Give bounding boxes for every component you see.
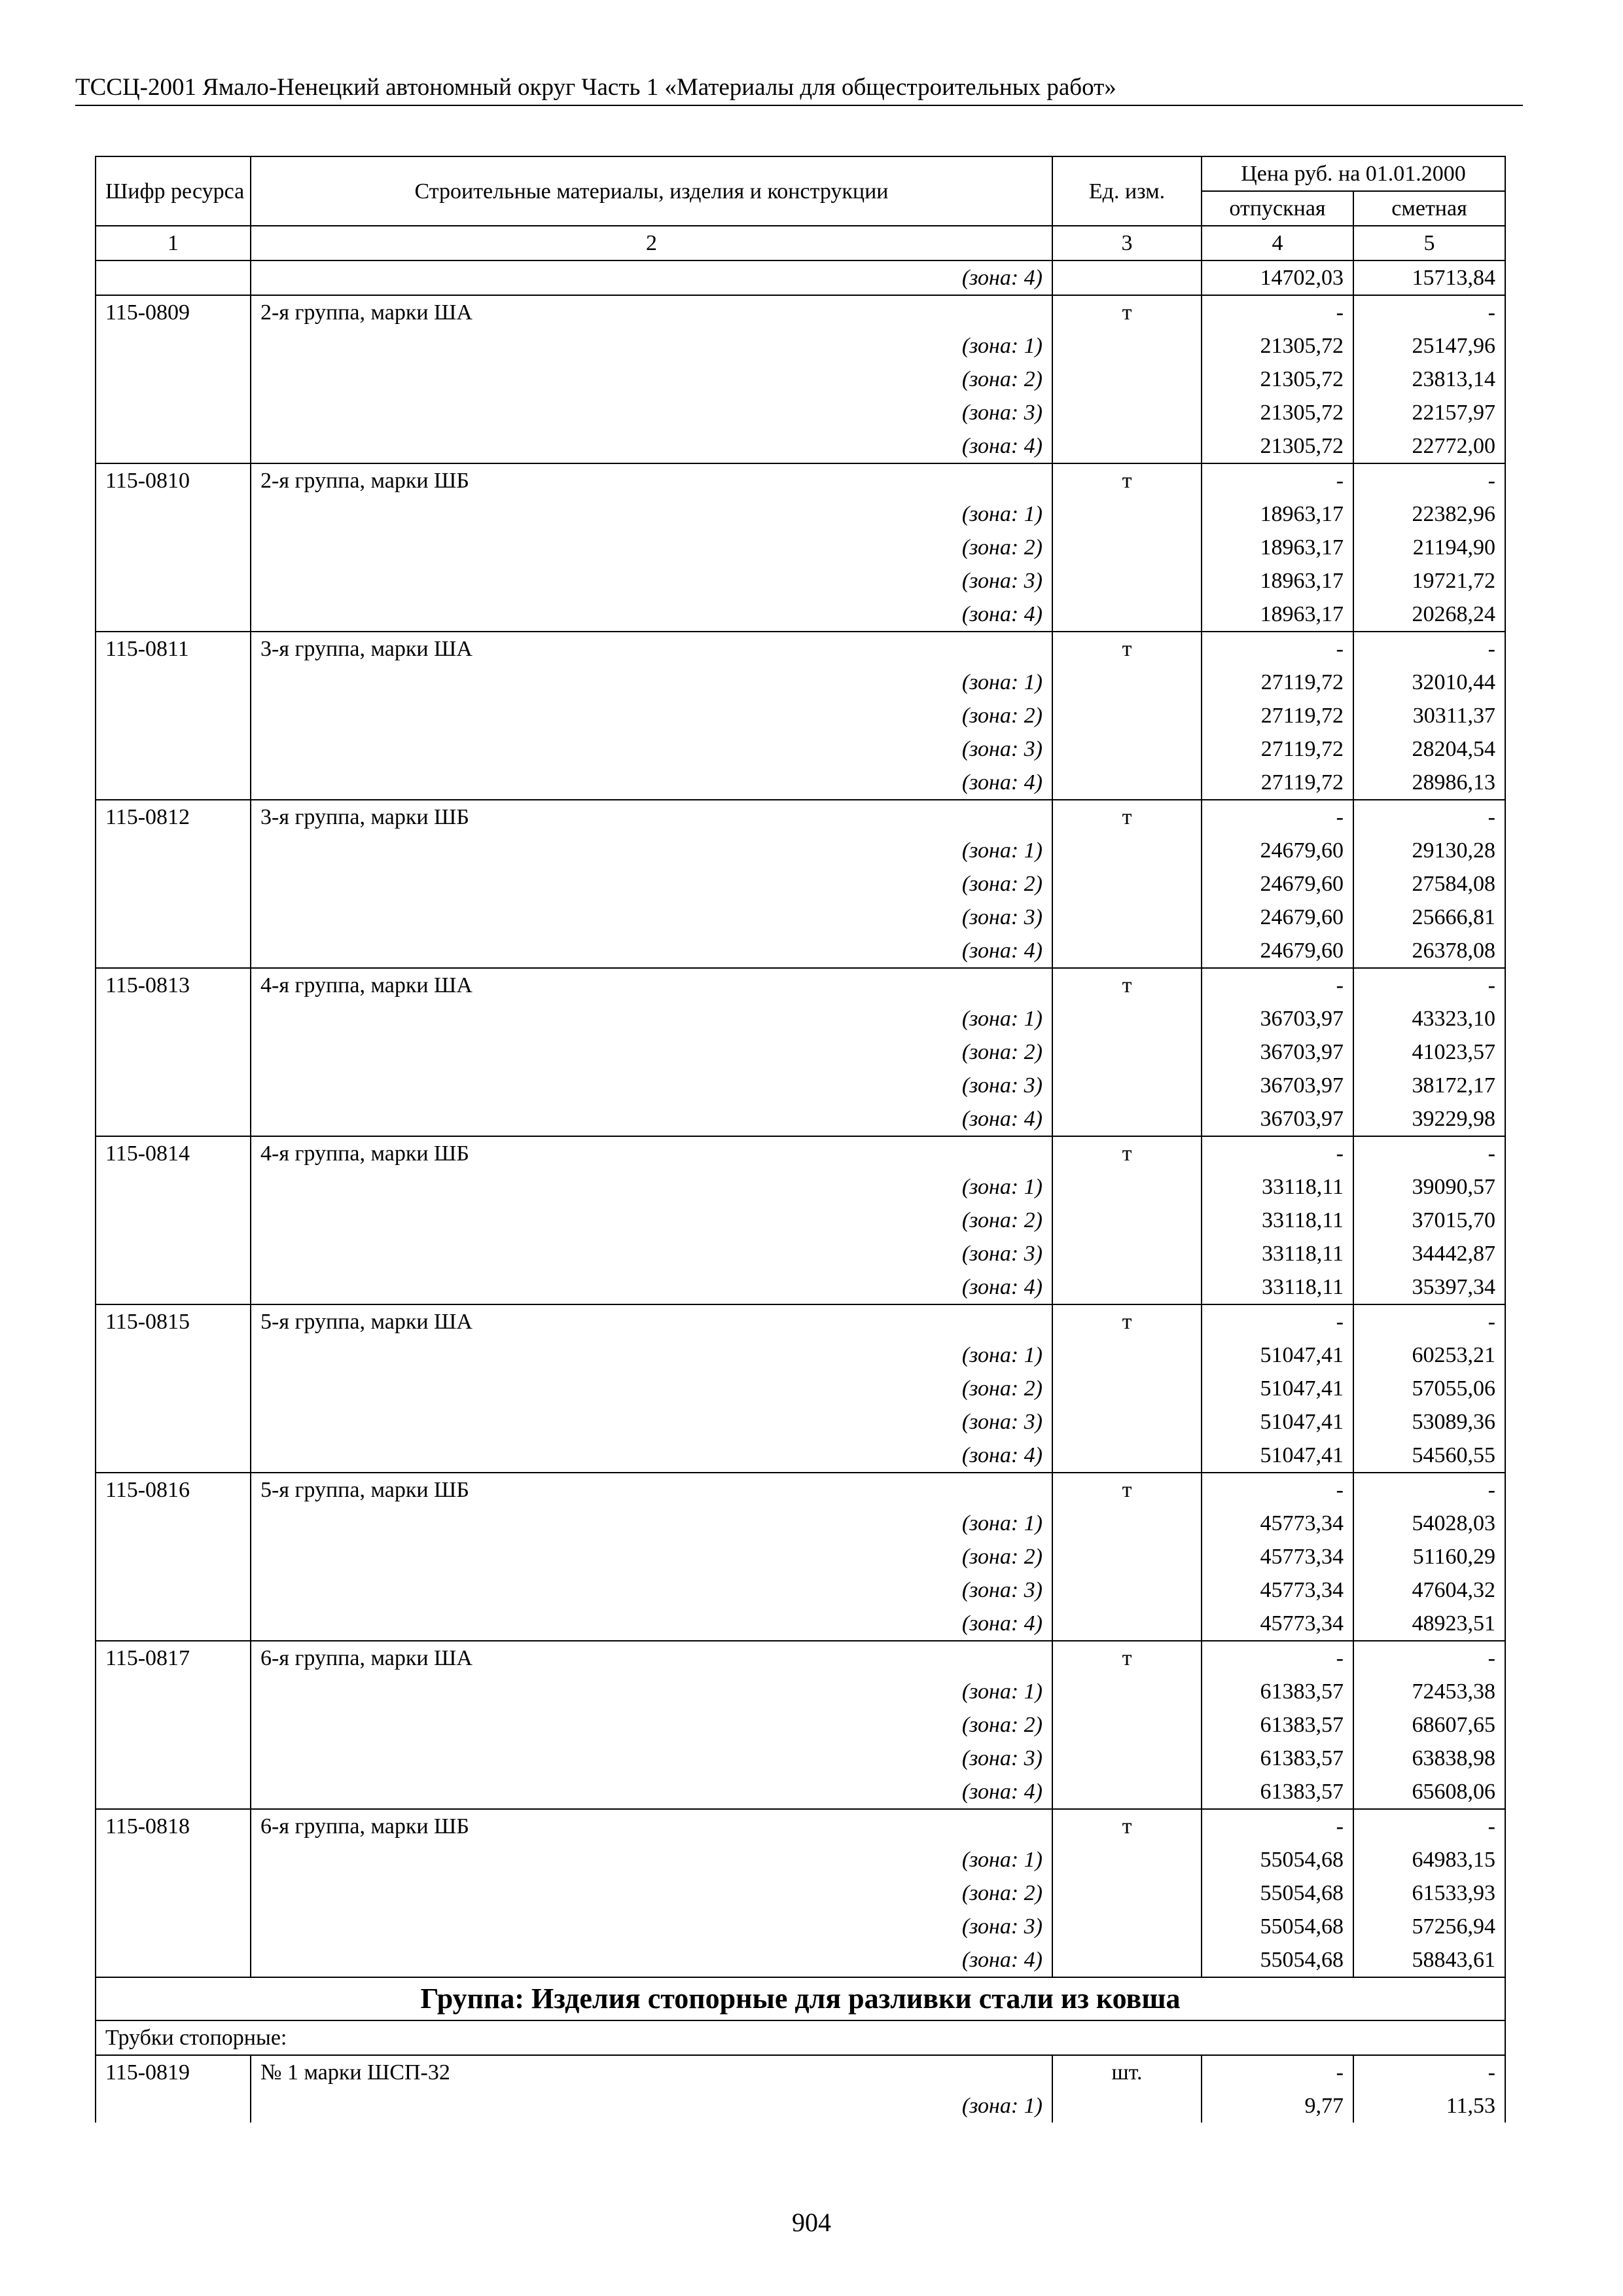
estimate-price: 64983,15 (1353, 1843, 1505, 1876)
zone-label: (зона: 4) (251, 1439, 1052, 1473)
material-name: 2-я группа, марки ША (251, 295, 1052, 329)
zone-label: (зона: 4) (251, 1607, 1052, 1641)
zone-label: (зона: 3) (251, 564, 1052, 598)
estimate-price: 41023,57 (1353, 1035, 1505, 1069)
estimate-price: - (1353, 800, 1505, 834)
item-row (96, 2055, 1505, 2089)
zone-label: (зона: 3) (251, 1910, 1052, 1943)
zone-row (96, 1708, 1505, 1742)
unit: т (1052, 1136, 1202, 1170)
release-price: 33118,11 (1202, 1270, 1353, 1304)
zone-label: (зона: 3) (251, 1573, 1052, 1607)
estimate-price: 32010,44 (1353, 666, 1505, 699)
zone-row (96, 1943, 1505, 1977)
estimate-price: - (1353, 1473, 1505, 1507)
zone-row (96, 1338, 1505, 1372)
zone-row (96, 834, 1505, 867)
release-price: 36703,97 (1202, 1035, 1353, 1069)
zone-label: (зона: 1) (251, 1507, 1052, 1540)
zone-label: (зона: 2) (251, 1708, 1052, 1742)
zone-row (96, 1439, 1505, 1473)
release-price: 27119,72 (1202, 666, 1353, 699)
material-name: 3-я группа, марки ША (251, 632, 1052, 666)
zone-row (96, 1540, 1505, 1573)
release-price: 45773,34 (1202, 1507, 1353, 1540)
zone-label: (зона: 4) (251, 1102, 1052, 1136)
release-price: 27119,72 (1202, 766, 1353, 800)
release-price: 24679,60 (1202, 867, 1353, 901)
estimate-price: 53089,36 (1353, 1405, 1505, 1439)
resource-code: 115-0819 (96, 2055, 251, 2089)
estimate-price: 11,53 (1353, 2089, 1505, 2123)
release-price: 33118,11 (1202, 1170, 1353, 1204)
zone-label: (зона: 2) (251, 1876, 1052, 1910)
item-row (96, 1304, 1505, 1338)
zone-row (96, 1170, 1505, 1204)
release-price: - (1202, 295, 1353, 329)
estimate-price: 72453,38 (1353, 1675, 1505, 1708)
release-price: 27119,72 (1202, 732, 1353, 766)
estimate-price: 39090,57 (1353, 1170, 1505, 1204)
material-name: 3-я группа, марки ШБ (251, 800, 1052, 834)
release-price: 36703,97 (1202, 1069, 1353, 1102)
material-name: 5-я группа, марки ША (251, 1304, 1052, 1338)
item-row (96, 800, 1505, 834)
zone-label: (зона: 3) (251, 1237, 1052, 1270)
estimate-price: 68607,65 (1353, 1708, 1505, 1742)
estimate-price: - (1353, 632, 1505, 666)
estimate-price: 27584,08 (1353, 867, 1505, 901)
release-price: 61383,57 (1202, 1742, 1353, 1775)
zone-row (96, 1035, 1505, 1069)
release-price: - (1202, 968, 1353, 1002)
estimate-price: 20268,24 (1353, 598, 1505, 632)
estimate-price: 30311,37 (1353, 699, 1505, 732)
unit: т (1052, 1304, 1202, 1338)
estimate-price: - (1353, 1136, 1505, 1170)
release-price: 55054,68 (1202, 1876, 1353, 1910)
zone-row (96, 1102, 1505, 1136)
release-price: 18963,17 (1202, 531, 1353, 564)
release-price: 51047,41 (1202, 1439, 1353, 1473)
estimate-price: 57256,94 (1353, 1910, 1505, 1943)
estimate-price: - (1353, 1641, 1505, 1675)
subgroup-row (96, 2020, 1505, 2055)
estimate-price: 22157,97 (1353, 396, 1505, 429)
zone-row (96, 901, 1505, 934)
release-price: 51047,41 (1202, 1405, 1353, 1439)
material-name: 4-я группа, марки ША (251, 968, 1052, 1002)
release-price: 24679,60 (1202, 901, 1353, 934)
col-header-price: Цена руб. на 01.01.2000 (1202, 156, 1505, 191)
unit: т (1052, 800, 1202, 834)
zone-label: (зона: 2) (251, 867, 1052, 901)
col-header-unit: Ед. изм. (1052, 156, 1202, 226)
col-header-estimate: сметная (1353, 191, 1505, 226)
zone-row (96, 1573, 1505, 1607)
material-name: 6-я группа, марки ШБ (251, 1809, 1052, 1843)
zone-label: (зона: 2) (251, 699, 1052, 732)
material-name: 4-я группа, марки ШБ (251, 1136, 1052, 1170)
resource-code: 115-0815 (96, 1304, 251, 1338)
material-name: 5-я группа, марки ШБ (251, 1473, 1052, 1507)
price-table (95, 156, 1506, 2123)
estimate-price: 38172,17 (1353, 1069, 1505, 1102)
estimate-price: 22772,00 (1353, 429, 1505, 463)
estimate-price: - (1353, 463, 1505, 497)
material-name: № 1 марки ШСП-32 (251, 2055, 1052, 2089)
release-price: 45773,34 (1202, 1607, 1353, 1641)
zone-row (96, 766, 1505, 800)
zone-label: (зона: 4) (251, 429, 1052, 463)
zone-label: (зона: 1) (251, 666, 1052, 699)
header-rule (75, 105, 1523, 106)
release-price: 9,77 (1202, 2089, 1353, 2123)
zone-label: (зона: 3) (251, 1742, 1052, 1775)
release-price: 33118,11 (1202, 1204, 1353, 1237)
unit: т (1052, 463, 1202, 497)
estimate-price: 60253,21 (1353, 1338, 1505, 1372)
estimate-price: 54028,03 (1353, 1507, 1505, 1540)
estimate-price: - (1353, 968, 1505, 1002)
release-price: - (1202, 632, 1353, 666)
estimate-price: 65608,06 (1353, 1775, 1505, 1809)
col-number: 1 (96, 226, 251, 260)
group-row (96, 1977, 1505, 2020)
estimate-price: 43323,10 (1353, 1002, 1505, 1035)
release-price: 18963,17 (1202, 598, 1353, 632)
estimate-price: 25666,81 (1353, 901, 1505, 934)
release-price: - (1202, 1304, 1353, 1338)
zone-row (96, 363, 1505, 396)
estimate-price: 61533,93 (1353, 1876, 1505, 1910)
release-price: 36703,97 (1202, 1102, 1353, 1136)
zone-row (96, 564, 1505, 598)
unit: т (1052, 1809, 1202, 1843)
unit: т (1052, 1641, 1202, 1675)
release-price: 21305,72 (1202, 429, 1353, 463)
release-price: 51047,41 (1202, 1338, 1353, 1372)
release-price: 51047,41 (1202, 1372, 1353, 1405)
release-price: 27119,72 (1202, 699, 1353, 732)
zone-row (96, 1372, 1505, 1405)
col-header-release: отпускная (1202, 191, 1353, 226)
zone-label: (зона: 4) (251, 260, 1052, 295)
material-name: 2-я группа, марки ШБ (251, 463, 1052, 497)
col-number: 4 (1202, 226, 1353, 260)
zone-label: (зона: 4) (251, 1775, 1052, 1809)
unit: т (1052, 632, 1202, 666)
estimate-price: 37015,70 (1353, 1204, 1505, 1237)
release-price: 45773,34 (1202, 1540, 1353, 1573)
zone-label: (зона: 3) (251, 396, 1052, 429)
zone-label: (зона: 3) (251, 1405, 1052, 1439)
zone-row (96, 429, 1505, 463)
page-number: 904 (792, 2208, 831, 2237)
page-header: ТССЦ-2001 Ямало-Ненецкий автономный округ Часть 1 «Материалы для общестроительных работ» (75, 74, 1116, 101)
zone-label: (зона: 1) (251, 1170, 1052, 1204)
release-price: 21305,72 (1202, 329, 1353, 363)
estimate-price: 34442,87 (1353, 1237, 1505, 1270)
estimate-price: - (1353, 1809, 1505, 1843)
zone-row (96, 1237, 1505, 1270)
release-price: 14702,03 (1202, 260, 1353, 295)
estimate-price: 22382,96 (1353, 497, 1505, 531)
release-price: 21305,72 (1202, 363, 1353, 396)
zone-row (96, 531, 1505, 564)
release-price: 55054,68 (1202, 1843, 1353, 1876)
unit: т (1052, 295, 1202, 329)
zone-label: (зона: 2) (251, 1540, 1052, 1573)
zone-row (96, 666, 1505, 699)
item-row (96, 295, 1505, 329)
material-name: 6-я группа, марки ША (251, 1641, 1052, 1675)
release-price: 24679,60 (1202, 934, 1353, 968)
zone-row (96, 699, 1505, 732)
zone-row (96, 598, 1505, 632)
zone-row (96, 396, 1505, 429)
release-price: 61383,57 (1202, 1708, 1353, 1742)
zone-row (96, 1876, 1505, 1910)
release-price: - (1202, 1809, 1353, 1843)
resource-code: 115-0813 (96, 968, 251, 1002)
zone-label: (зона: 4) (251, 598, 1052, 632)
zone-row (96, 329, 1505, 363)
zone-row (96, 1270, 1505, 1304)
release-price: 33118,11 (1202, 1237, 1353, 1270)
estimate-price: 39229,98 (1353, 1102, 1505, 1136)
zone-label: (зона: 2) (251, 531, 1052, 564)
resource-code: 115-0818 (96, 1809, 251, 1843)
unit: т (1052, 968, 1202, 1002)
zone-label: (зона: 2) (251, 1204, 1052, 1237)
resource-code: 115-0811 (96, 632, 251, 666)
estimate-price: 19721,72 (1353, 564, 1505, 598)
zone-label: (зона: 1) (251, 1338, 1052, 1372)
zone-label: (зона: 3) (251, 901, 1052, 934)
col-number: 2 (251, 226, 1052, 260)
zone-row (96, 1742, 1505, 1775)
zone-row (96, 1204, 1505, 1237)
estimate-price: 28204,54 (1353, 732, 1505, 766)
zone-label: (зона: 1) (251, 1675, 1052, 1708)
zone-row (96, 1675, 1505, 1708)
zone-label: (зона: 2) (251, 1035, 1052, 1069)
col-number: 5 (1353, 226, 1505, 260)
zone-label: (зона: 1) (251, 834, 1052, 867)
zone-row (96, 1507, 1505, 1540)
zone-row (96, 867, 1505, 901)
zone-label: (зона: 4) (251, 934, 1052, 968)
estimate-price: 35397,34 (1353, 1270, 1505, 1304)
unit: шт. (1052, 2055, 1202, 2089)
release-price: - (1202, 463, 1353, 497)
col-number: 3 (1052, 226, 1202, 260)
zone-label: (зона: 1) (251, 329, 1052, 363)
zone-row (96, 1775, 1505, 1809)
release-price: 55054,68 (1202, 1910, 1353, 1943)
zone-row (96, 2089, 1505, 2123)
zone-label: (зона: 1) (251, 1002, 1052, 1035)
zone-label: (зона: 2) (251, 363, 1052, 396)
subgroup-title: Трубки стопорные: (96, 2020, 1505, 2055)
estimate-price: 51160,29 (1353, 1540, 1505, 1573)
estimate-price: - (1353, 2055, 1505, 2089)
release-price: 61383,57 (1202, 1675, 1353, 1708)
zone-row (96, 497, 1505, 531)
estimate-price: - (1353, 295, 1505, 329)
release-price: 18963,17 (1202, 564, 1353, 598)
estimate-price: 15713,84 (1353, 260, 1505, 295)
estimate-price: 57055,06 (1353, 1372, 1505, 1405)
zone-row (96, 1607, 1505, 1641)
item-row (96, 1473, 1505, 1507)
release-price: - (1202, 1641, 1353, 1675)
zone-row (96, 1843, 1505, 1876)
zone-label: (зона: 4) (251, 1270, 1052, 1304)
estimate-price: 25147,96 (1353, 329, 1505, 363)
zone-label: (зона: 4) (251, 766, 1052, 800)
resource-code: 115-0810 (96, 463, 251, 497)
unit: т (1052, 1473, 1202, 1507)
estimate-price: 63838,98 (1353, 1742, 1505, 1775)
item-row (96, 1136, 1505, 1170)
zone-row (96, 732, 1505, 766)
release-price: 61383,57 (1202, 1775, 1353, 1809)
item-row (96, 632, 1505, 666)
item-row (96, 968, 1505, 1002)
zone-row (96, 1069, 1505, 1102)
item-row (96, 463, 1505, 497)
resource-code: 115-0816 (96, 1473, 251, 1507)
estimate-price: 26378,08 (1353, 934, 1505, 968)
zone-label: (зона: 2) (251, 1372, 1052, 1405)
release-price: 18963,17 (1202, 497, 1353, 531)
estimate-price: 28986,13 (1353, 766, 1505, 800)
item-row (96, 1809, 1505, 1843)
estimate-price: 21194,90 (1353, 531, 1505, 564)
resource-code: 115-0817 (96, 1641, 251, 1675)
resource-code: 115-0814 (96, 1136, 251, 1170)
release-price: 36703,97 (1202, 1002, 1353, 1035)
release-price: 21305,72 (1202, 396, 1353, 429)
zone-row (96, 1405, 1505, 1439)
release-price: 24679,60 (1202, 834, 1353, 867)
zone-row (96, 1002, 1505, 1035)
release-price: - (1202, 1473, 1353, 1507)
estimate-price: 47604,32 (1353, 1573, 1505, 1607)
zone-row (96, 934, 1505, 968)
estimate-price: - (1353, 1304, 1505, 1338)
release-price: 45773,34 (1202, 1573, 1353, 1607)
zone-label: (зона: 1) (251, 1843, 1052, 1876)
col-header-code: Шифр ресурса (96, 156, 251, 226)
zone-label: (зона: 4) (251, 1943, 1052, 1977)
item-row (96, 1641, 1505, 1675)
zone-row (96, 1910, 1505, 1943)
zone-label: (зона: 1) (251, 497, 1052, 531)
estimate-price: 58843,61 (1353, 1943, 1505, 1977)
resource-code: 115-0809 (96, 295, 251, 329)
zone-label: (зона: 3) (251, 1069, 1052, 1102)
estimate-price: 29130,28 (1353, 834, 1505, 867)
release-price: - (1202, 2055, 1353, 2089)
release-price: - (1202, 1136, 1353, 1170)
estimate-price: 54560,55 (1353, 1439, 1505, 1473)
release-price: 55054,68 (1202, 1943, 1353, 1977)
group-title: Группа: Изделия стопорные для разливки стали из ковша (96, 1977, 1505, 2020)
estimate-price: 23813,14 (1353, 363, 1505, 396)
estimate-price: 48923,51 (1353, 1607, 1505, 1641)
zone-label: (зона: 3) (251, 732, 1052, 766)
release-price: - (1202, 800, 1353, 834)
resource-code: 115-0812 (96, 800, 251, 834)
col-header-name: Строительные материалы, изделия и конструкции (251, 156, 1052, 226)
carry-row (96, 260, 1505, 295)
zone-label: (зона: 1) (251, 2089, 1052, 2123)
